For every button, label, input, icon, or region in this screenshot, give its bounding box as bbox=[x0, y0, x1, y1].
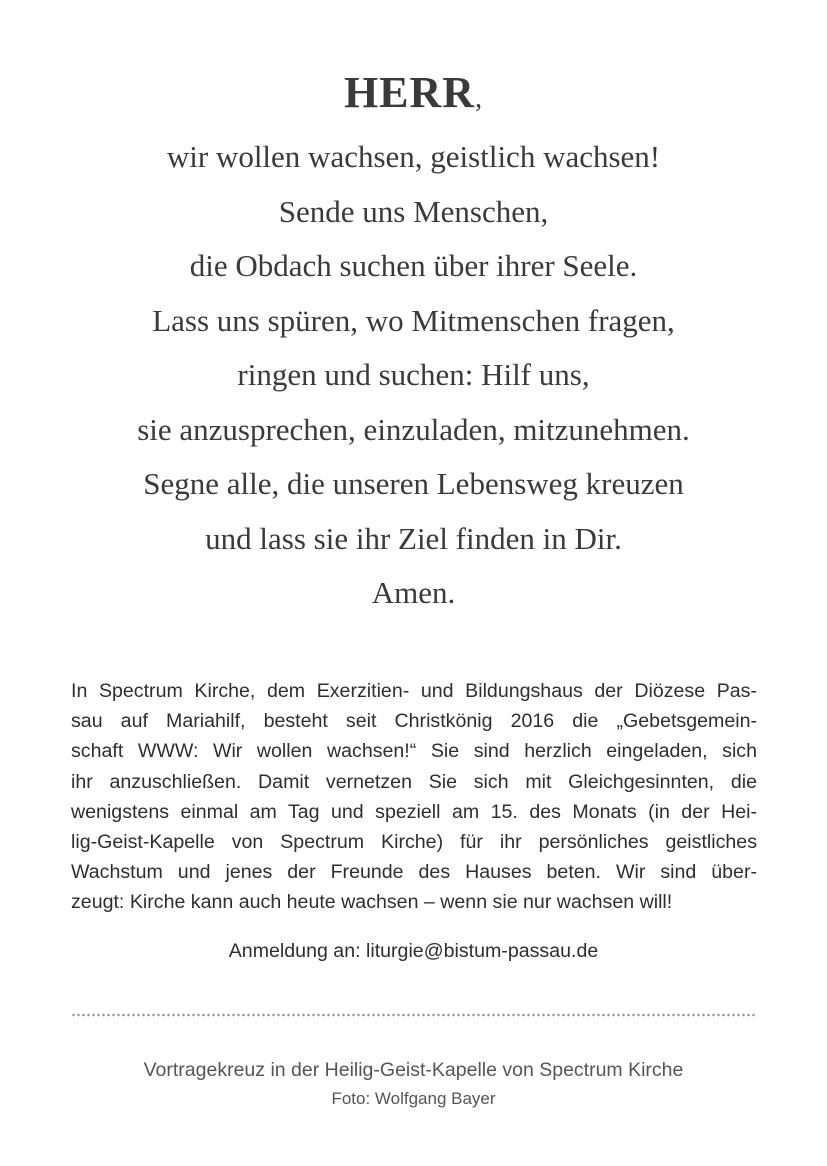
prayer-line: die Obdach suchen über ihrer Seele. bbox=[189, 248, 638, 283]
prayer-line: Amen. bbox=[371, 575, 456, 610]
dotted-divider bbox=[71, 1013, 757, 1017]
info-line: schaft WWW: Wir wollen wachsen!“ Sie sind herzlich eingeladen, sich bbox=[71, 740, 757, 763]
prayer-line: Sende uns Menschen, bbox=[278, 193, 549, 229]
caption-text: Vortragekreuz in der Heilig-Geist-Kapelle von Spectrum Kirche bbox=[143, 1059, 684, 1081]
info-line: wenigstens einmal am Tag und speziell am 15. des Monats (in der Hei- bbox=[71, 800, 757, 823]
prayer bbox=[0, 64, 827, 621]
info-paragraph bbox=[71, 676, 757, 918]
info-line: zeugt: Kirche kann auch heute wachsen – wenn sie nur wachsen will! bbox=[71, 891, 673, 914]
prayer-lines bbox=[0, 130, 827, 621]
photo-credit: Foto: Wolfgang Bayer bbox=[331, 1089, 496, 1108]
prayer-line: Lass uns spüren, wo Mitmenschen fragen, bbox=[152, 302, 675, 338]
prayer-title bbox=[0, 64, 827, 128]
photo-caption bbox=[0, 1056, 827, 1114]
prayer-line: ringen und suchen: Hilf uns, bbox=[237, 357, 590, 392]
prayer-line: sie anzusprechen, einzuladen, mitzunehmen. bbox=[137, 411, 690, 447]
signup-contact: Anmeldung an: liturgie@bistum-passau.de bbox=[228, 940, 599, 962]
prayer-title-comma: , bbox=[475, 83, 484, 114]
info-line: sau auf Mariahilf, besteht seit Christkönig 2016 die „Gebetsgemein- bbox=[71, 710, 757, 733]
prayer-line: wir wollen wachsen, geistlich wachsen! bbox=[166, 139, 661, 174]
info-line: ihr anzuschließen. Damit vernetzen Sie sich mit Gleichgesinnten, die bbox=[71, 770, 757, 793]
prayer-line: und lass sie ihr Ziel finden in Dir. bbox=[205, 520, 622, 556]
info-line: In Spectrum Kirche, dem Exerzitien- und Bildungshaus der Diözese Pas- bbox=[71, 680, 757, 702]
info-line: lig-Geist-Kapelle von Spectrum Kirche) für ihr persönliches geistliches bbox=[71, 830, 757, 853]
prayer-title-text: HERR bbox=[343, 68, 476, 117]
prayer-line: Segne alle, die unseren Lebensweg kreuzen bbox=[143, 466, 684, 501]
info-line: Wachstum und jenes der Freunde des Hauses beten. Wir sind über- bbox=[71, 861, 757, 884]
